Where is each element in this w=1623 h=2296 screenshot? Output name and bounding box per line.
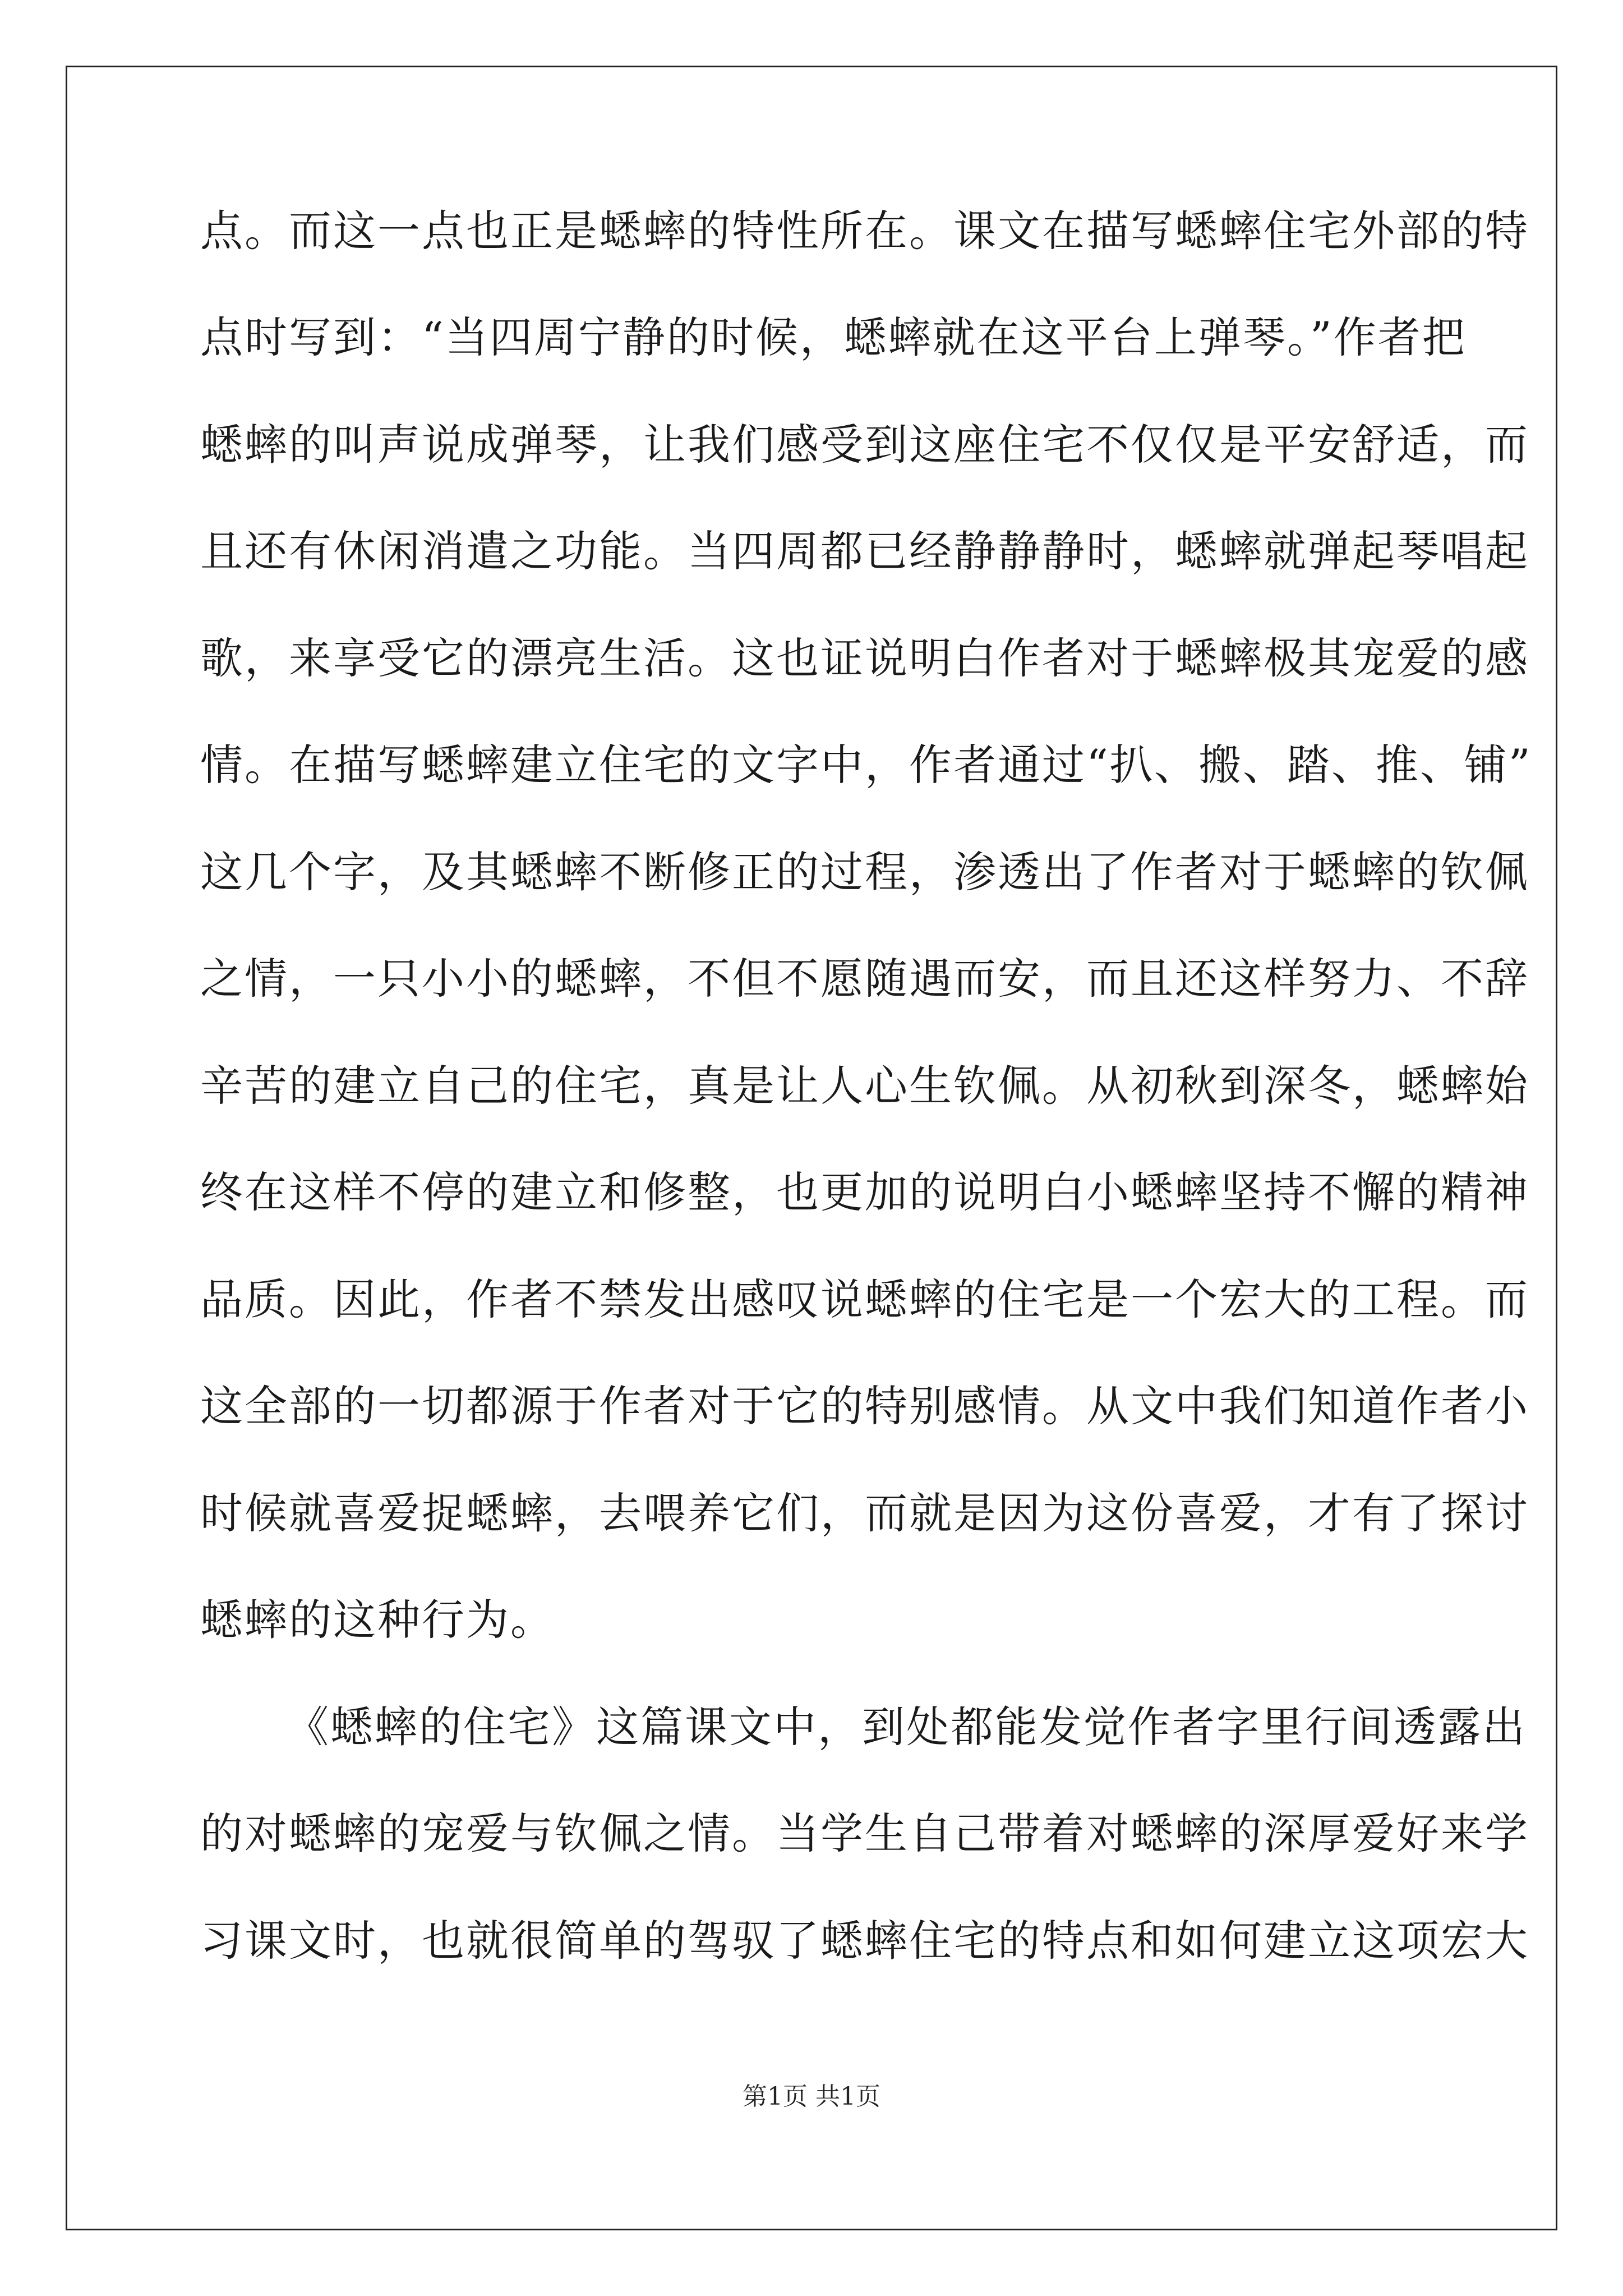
text-line: 品质。因此，作者不禁发出感叹说蟋蟀的住宅是一个宏大的工程。而 xyxy=(200,1274,1529,1324)
text-line: 蟋蟀的这种行为。 xyxy=(200,1595,555,1645)
text-line: 的对蟋蟀的宠爱与钦佩之情。当学生自己带着对蟋蟀的深厚爱好来学 xyxy=(200,1809,1529,1858)
text-line: 辛苦的建立自己的住宅，真是让人心生钦佩。从初秋到深冬，蟋蟀始 xyxy=(200,1061,1529,1111)
text-line: 歌，来享受它的漂亮生活。这也证说明白作者对于蟋蟀极其宠爱的感 xyxy=(200,633,1529,683)
page-border xyxy=(66,66,1557,2230)
text-line: 蟋蟀的叫声说成弹琴，让我们感受到这座住宅不仅仅是平安舒适，而 xyxy=(200,420,1529,470)
text-line: 这几个字，及其蟋蟀不断修正的过程，渗透出了作者对于蟋蟀的钦佩 xyxy=(200,847,1529,897)
text-line: 情。在描写蟋蟀建立住宅的文字中，作者通过“扒、搬、踏、推、铺” xyxy=(200,740,1532,790)
paragraph-first-line: 《蟋蟀的住宅》这篇课文中，到处都能发觉作者字里行间透露出 xyxy=(286,1702,1527,1752)
text-line: 且还有休闲消遣之功能。当四周都已经静静静时，蟋蟀就弹起琴唱起 xyxy=(200,526,1529,576)
text-line: 点时写到：“当四周宁静的时候，蟋蟀就在这平台上弹琴。”作者把 xyxy=(200,312,1467,362)
text-line: 习课文时，也就很简单的驾驭了蟋蟀住宅的特点和如何建立这项宏大 xyxy=(200,1916,1529,1966)
page-number-footer: 第1页 共1页 xyxy=(743,2082,880,2111)
text-line: 点。而这一点也正是蟋蟀的特性所在。课文在描写蟋蟀住宅外部的特 xyxy=(200,206,1529,256)
text-line: 终在这样不停的建立和修整，也更加的说明白小蟋蟀坚持不懈的精神 xyxy=(200,1167,1529,1217)
text-line: 这全部的一切都源于作者对于它的特别感情。从文中我们知道作者小 xyxy=(200,1381,1529,1431)
text-line: 之情，一只小小的蟋蟀，不但不愿随遇而安，而且还这样努力、不辞 xyxy=(200,954,1529,1004)
text-line: 时候就喜爱捉蟋蟀，去喂养它们，而就是因为这份喜爱，才有了探讨 xyxy=(200,1488,1529,1538)
